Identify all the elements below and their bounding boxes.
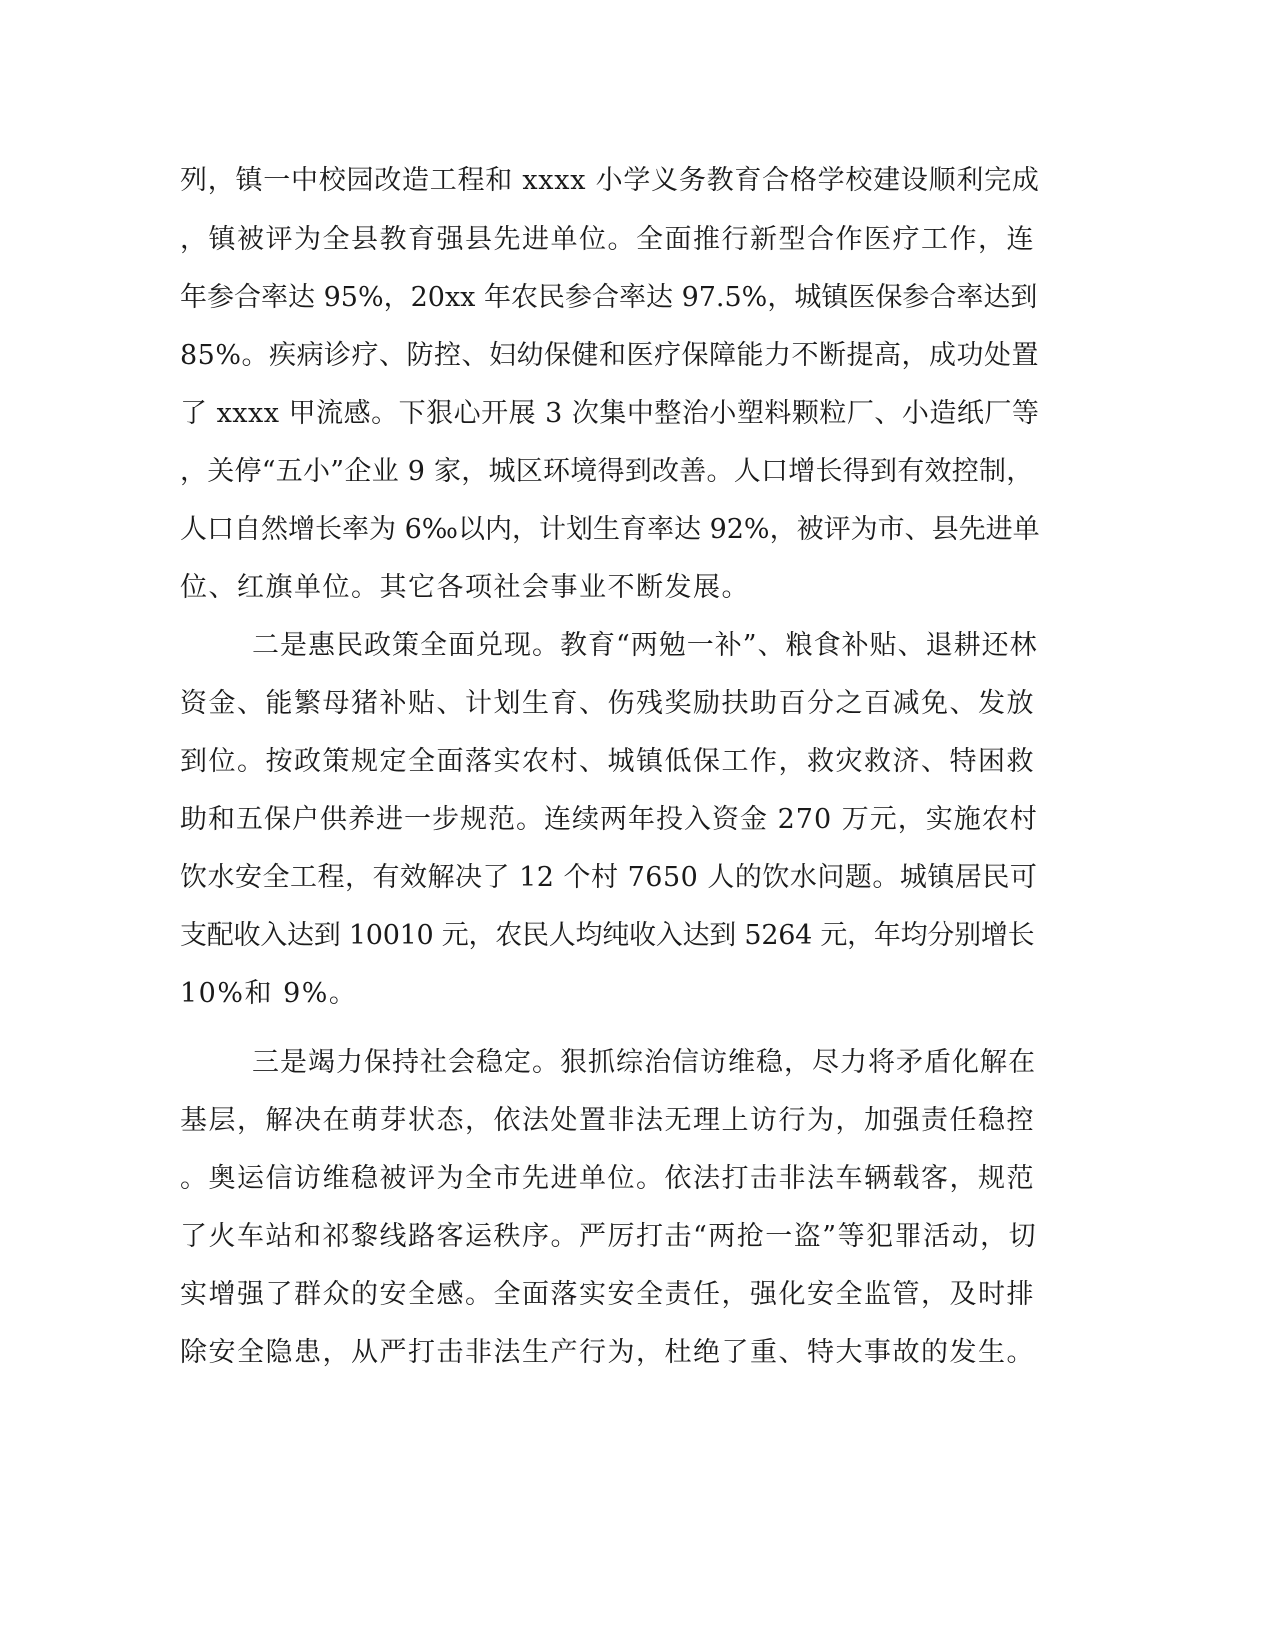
text-line: ，镇被评为全县教育强县先进单位。全面推行新型合作医疗工作，连 bbox=[180, 224, 1035, 255]
text-line: 三是竭力保持社会稳定。狠抓综治信访维稳，尽力将矛盾化解在 bbox=[252, 1047, 1036, 1078]
text-line: 。奥运信访维稳被评为全市先进单位。依法打击非法车辆载客，规范 bbox=[180, 1163, 1035, 1194]
text-line: 位、红旗单位。其它各项社会事业不断发展。 bbox=[180, 572, 750, 603]
text-line: 了火车站和祁黎线路客运秩序。严厉打击“两抢一盗”等犯罪活动，切 bbox=[180, 1221, 1038, 1252]
text-line: 饮水安全工程，有效解决了 12 个村 7650 人的饮水问题。城镇居民可 bbox=[180, 862, 1038, 893]
text-line: 资金、能繁母猪补贴、计划生育、伤残奖励扶助百分之百减免、发放 bbox=[180, 688, 1035, 719]
text-line: 10%和 9%。 bbox=[180, 978, 358, 1009]
text-line: 年参合率达 95%，20xx 年农民参合率达 97.5%，城镇医保参合率达到 bbox=[180, 282, 1038, 313]
text-line: ，关停“五小”企业 9 家，城区环境得到改善。人口增长得到有效控制， bbox=[180, 456, 1034, 487]
text-line: 列，镇一中校园改造工程和 xxxx 小学义务教育合格学校建设顺利完成 bbox=[180, 165, 1040, 196]
text-line: 人口自然增长率为 6‰以内，计划生育率达 92%，被评为市、县先进单 bbox=[180, 514, 1040, 545]
text-line: 实增强了群众的安全感。全面落实安全责任，强化安全监管，及时排 bbox=[180, 1279, 1035, 1310]
text-line: 二是惠民政策全面兑现。教育“两勉一补”、粮食补贴、退耕还林 bbox=[252, 630, 1038, 661]
text-line: 到位。按政策规定全面落实农村、城镇低保工作，救灾救济、特困救 bbox=[180, 746, 1035, 777]
text-line: 除安全隐患，从严打击非法生产行为，杜绝了重、特大事故的发生。 bbox=[180, 1337, 1035, 1368]
text-line: 了 xxxx 甲流感。下狠心开展 3 次集中整治小塑料颗粒厂、小造纸厂等 bbox=[180, 398, 1040, 429]
text-line: 85%。疾病诊疗、防控、妇幼保健和医疗保障能力不断提高，成功处置 bbox=[180, 340, 1040, 371]
text-line: 支配收入达到 10010 元，农民人均纯收入达到 5264 元，年均分别增长 bbox=[180, 920, 1035, 951]
text-line: 助和五保户供养进一步规范。连续两年投入资金 270 万元，实施农村 bbox=[180, 804, 1038, 835]
text-line: 基层，解决在萌芽状态，依法处置非法无理上访行为，加强责任稳控 bbox=[180, 1105, 1035, 1136]
